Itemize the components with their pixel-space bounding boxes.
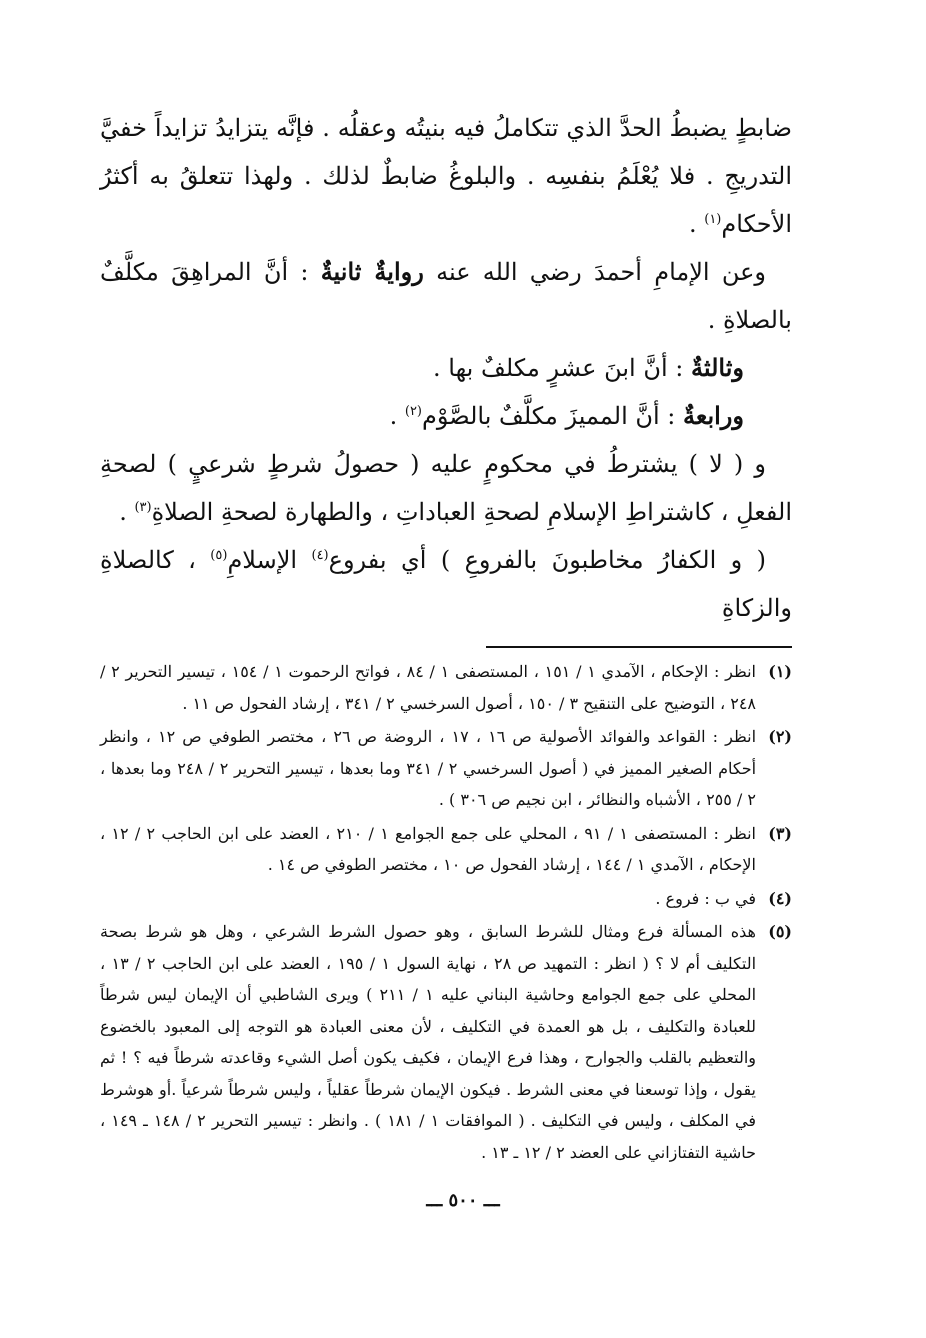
footnote-divider [486, 646, 792, 648]
paragraph-1-end: . [688, 210, 705, 238]
paragraph-3-text: : أنَّ ابنَ عشرٍ مكلفٌ بها . [433, 354, 691, 382]
paragraph-6-text-a: ( و الكفارُ مخاطبونَ بالفروعِ ) أي بفروع [328, 546, 767, 574]
footnote-ref-4: (٤) [311, 548, 329, 563]
paragraph-1 [100, 104, 792, 248]
paragraph-5-text: و ( لا ) يشترطُ في محكومٍ عليه ( حصولُ شرطٍ شرعيٍ ) لصحةِ الفعلِ ، كاشتراطِ الإسلامِ لصحةِ العباداتِ ، والطهارة لصحةِ الصلاةِ [100, 450, 792, 526]
paragraph-2-text-c: : أنَّ المراهِقَ مكلَّفٌ بالصلاةِ . [100, 258, 792, 334]
paragraph-5 [100, 440, 792, 536]
paragraph-6-text-b: الإسلامِ [227, 546, 312, 574]
paragraph-5-end: . [119, 498, 135, 526]
footnote-ref-1: (١) [704, 212, 722, 227]
paragraph-2-text-a: وعن الإمامِ أحمدَ رضي الله عنه [423, 258, 767, 286]
footnote-number: (٤) [768, 888, 792, 908]
footnote-number: (٢) [768, 727, 792, 746]
paragraph-4-text: : أنَّ المميزَ مكلَّفٌ بالصَّوْم [422, 402, 684, 430]
footnote-text: في ب : فروع . [655, 888, 756, 908]
footnote-text: انظر : الإحكام ، الآمدي ١ / ١٥١ ، المستصفى ١ / ٨٤ ، فواتح الرحموت ١ / ١٥٤ ، تيسير التحرير ٢ / ٢٤٨ ، التوضيح على التنقيح ٣ / ١٥٠ ، أصول السرخسي ٢ / ٣٤١ ، إرشاد الفحول ص ١١ . [100, 662, 756, 713]
footnote-ref-3: (٣) [134, 500, 152, 515]
main-text [100, 104, 792, 632]
footnote-3 [100, 818, 792, 881]
footnote-1 [100, 656, 792, 719]
paragraph-4 [100, 392, 792, 440]
footnote-number: (١) [768, 662, 792, 681]
footnote-number: (٥) [768, 922, 792, 941]
paragraph-6-text-c: ، كالصلاةِ والزكاةِ [100, 546, 792, 622]
footnote-text: هذه المسألة فرع ومثال للشرط السابق ، وهو حصول الشرط الشرعي ، وهل هو شرط بصحة التكليف أم لا ؟ ( انظر : التمهيد ص ٢٨ ، نهاية السول ١ / ١٩٥ ، العضد على ابن الحاجب ٢ / ١٣ ، المحلي على جمع الجوامع وحاشية البناني عليه ١ / ٢١١ ) ويرى الشاطبي أن الإيمان ليس شرطاً للعبادة والتكليف ، بل هو العمدة في التكليف ، لأن معنى العبادة هو التوجه إلى المعبود بالخضوع والتعظيم بالقلب والجوارح ، وهذا فرع الإيمان ، فكيف يكون أصل الشيء وقاعدته شرطاً فيه ؟ ! ثم يقول ، وإذا توسعنا في معنى الشرط . فيكون الإيمان شرطاً عقلياً ، وليس شرطاً شرعياً .أو هوشرط في المكلف ، وليس في التكليف . ( الموافقات ١ / ١٨١ ) . وانظر : تيسير التحرير ٢ / ١٤٨ ـ ١٤٩ ، حاشية التفتازاني على العضد ٢ / ١٢ ـ ١٣ . [100, 922, 757, 1162]
footnote-ref-2: (٢) [404, 404, 422, 419]
paragraph-2-bold: روايةٌ ثانيةٌ [320, 257, 424, 286]
paragraph-3-label: وثالثةٌ [690, 353, 744, 382]
footnote-number: (٣) [768, 823, 792, 843]
footnote-4 [100, 883, 792, 915]
footnotes [100, 656, 792, 1168]
page-body [100, 104, 792, 1170]
footnote-text: انظر : المستصفى ١ / ٩١ ، المحلي على جمع الجوامع ١ / ٢١٠ ، العضد على ابن الحاجب ٢ / ١٢ ، الإحكام ، الآمدي ١ / ١٤٤ ، إرشاد الفحول ص ١٠ ، مختصر الطوفي ص ١٤ . [100, 823, 757, 874]
paragraph-4-label: ورابعةٌ [683, 401, 744, 430]
footnote-2 [100, 721, 792, 816]
footnote-5 [100, 916, 792, 1168]
footnote-ref-5: (٥) [210, 548, 228, 563]
footnote-text: انظر : القواعد والفوائد الأصولية ص ١٦ ، ١٧ ، الروضة ص ٢٦ ، مختصر الطوفي ص ١٢ ، وانظر أحكام الصغير المميز في ( أصول السرخسي ٢ / ٣٤١ وما بعدها ، تيسير التحرير ٢ / ٢٤٨ وما بعدها ، ٢ / ٢٥٥ ، الأشباه والنظائر ، ابن نجيم ص ٣٠٦ ) . [100, 727, 757, 809]
paragraph-4-end: . [389, 402, 405, 430]
paragraph-1-text: ضابطٍ يضبطُ الحدَّ الذي تتكاملُ فيه بنيتُه وعقلُه . فإنَّه يتزايدُ تزايداً خفيَّ التدريجِ . فلا يُعْلَمُ بنفسِه . والبلوغُ ضابطٌ لذلك . ولهذا تتعلقُ به أكثرُ الأحكام [100, 114, 792, 238]
paragraph-6 [100, 536, 792, 632]
paragraph-3 [100, 344, 792, 392]
page-number: ـــ ٥٠٠ ـــ [426, 1190, 500, 1211]
paragraph-2 [100, 248, 792, 344]
